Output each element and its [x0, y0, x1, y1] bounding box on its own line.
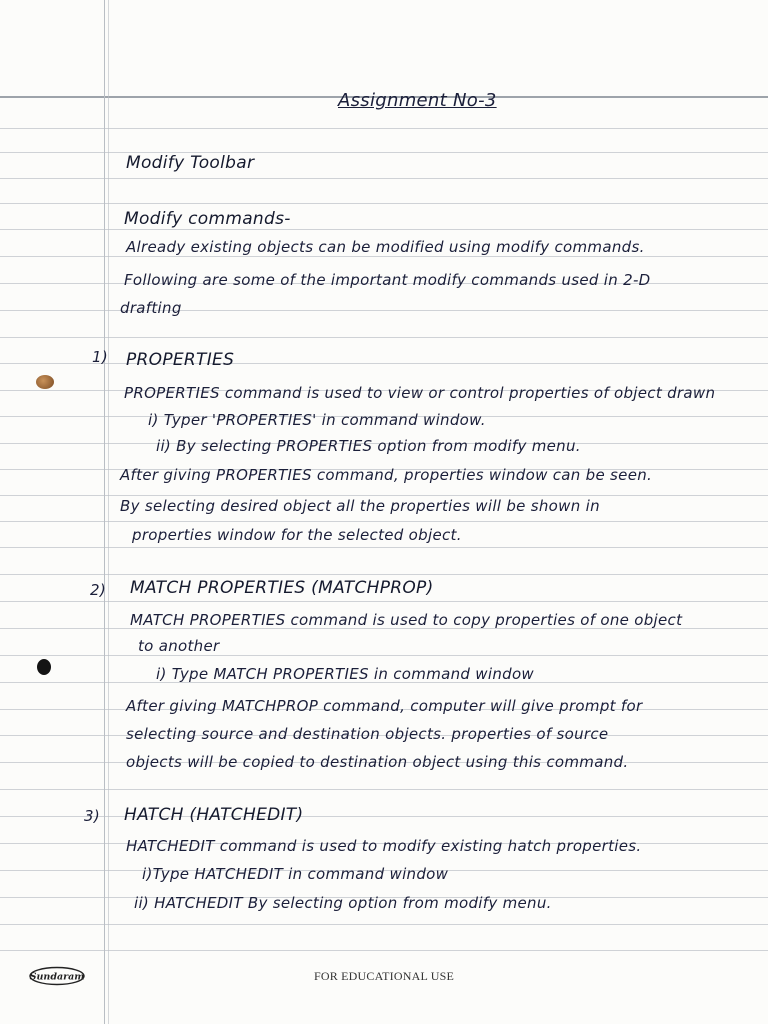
ruled-line — [0, 229, 768, 230]
footer-text: FOR EDUCATIONAL USE — [313, 969, 455, 983]
section-number: 2) — [90, 581, 106, 599]
ruled-line — [0, 924, 768, 925]
section-line: to another — [138, 637, 220, 655]
ruled-line — [0, 203, 768, 204]
intro-line: Already existing objects can be modified using modify commands. — [126, 238, 645, 256]
section-line: properties window for the selected object. — [132, 526, 462, 544]
intro-line: drafting — [120, 299, 182, 317]
ruled-line — [0, 601, 768, 602]
punch-hole — [36, 375, 54, 389]
ruled-line — [0, 128, 768, 129]
section-title: PROPERTIES — [126, 350, 235, 370]
ruled-line — [0, 178, 768, 179]
section-line: By selecting desired object all the properties will be shown in — [120, 497, 600, 515]
margin-line — [108, 0, 109, 1024]
ruled-line — [0, 950, 768, 951]
section-line: ii) HATCHEDIT By selecting option from modify menu. — [134, 894, 552, 912]
ruled-line — [0, 337, 768, 338]
ruled-line — [0, 574, 768, 575]
section-line: i) Type MATCH PROPERTIES in command window — [156, 665, 534, 683]
section-line: MATCH PROPERTIES command is used to copy properties of one object — [130, 611, 683, 629]
ruled-line — [0, 310, 768, 311]
section-line: i)Type HATCHEDIT in command window — [142, 865, 449, 883]
section-heading: Modify Toolbar — [126, 153, 255, 173]
section-line: After giving MATCHPROP command, computer will give prompt for — [126, 697, 643, 715]
section-line: PROPERTIES command is used to view or control properties of object drawn — [124, 384, 716, 402]
ruled-line — [0, 521, 768, 522]
section-number: 1) — [92, 348, 108, 366]
section-line: After giving PROPERTIES command, properties window can be seen. — [120, 466, 653, 484]
section-line: selecting source and destination objects. properties of source — [126, 725, 609, 743]
sub-heading: Modify commands- — [124, 209, 291, 229]
ruled-line — [0, 816, 768, 817]
section-title: HATCH (HATCHEDIT) — [124, 805, 304, 825]
intro-line: Following are some of the important modify commands used in 2-D — [124, 271, 651, 289]
assignment-title: Assignment No-3 — [338, 90, 497, 111]
ruled-line — [0, 655, 768, 656]
ruled-line — [0, 152, 768, 153]
section-line: objects will be copied to destination object using this command. — [126, 753, 629, 771]
section-line: i) Typer 'PROPERTIES' in command window. — [148, 411, 486, 429]
section-line: HATCHEDIT command is used to modify existing hatch properties. — [126, 837, 642, 855]
section-number: 3) — [84, 807, 100, 825]
punch-hole — [37, 659, 51, 675]
margin-line — [104, 0, 105, 1024]
ruled-line — [0, 363, 768, 364]
ruled-line — [0, 789, 768, 790]
section-line: ii) By selecting PROPERTIES option from modify menu. — [156, 437, 581, 455]
logo-brand-text: Sundaram — [29, 971, 85, 983]
section-title: MATCH PROPERTIES (MATCHPROP) — [130, 578, 434, 598]
ruled-line — [0, 547, 768, 548]
